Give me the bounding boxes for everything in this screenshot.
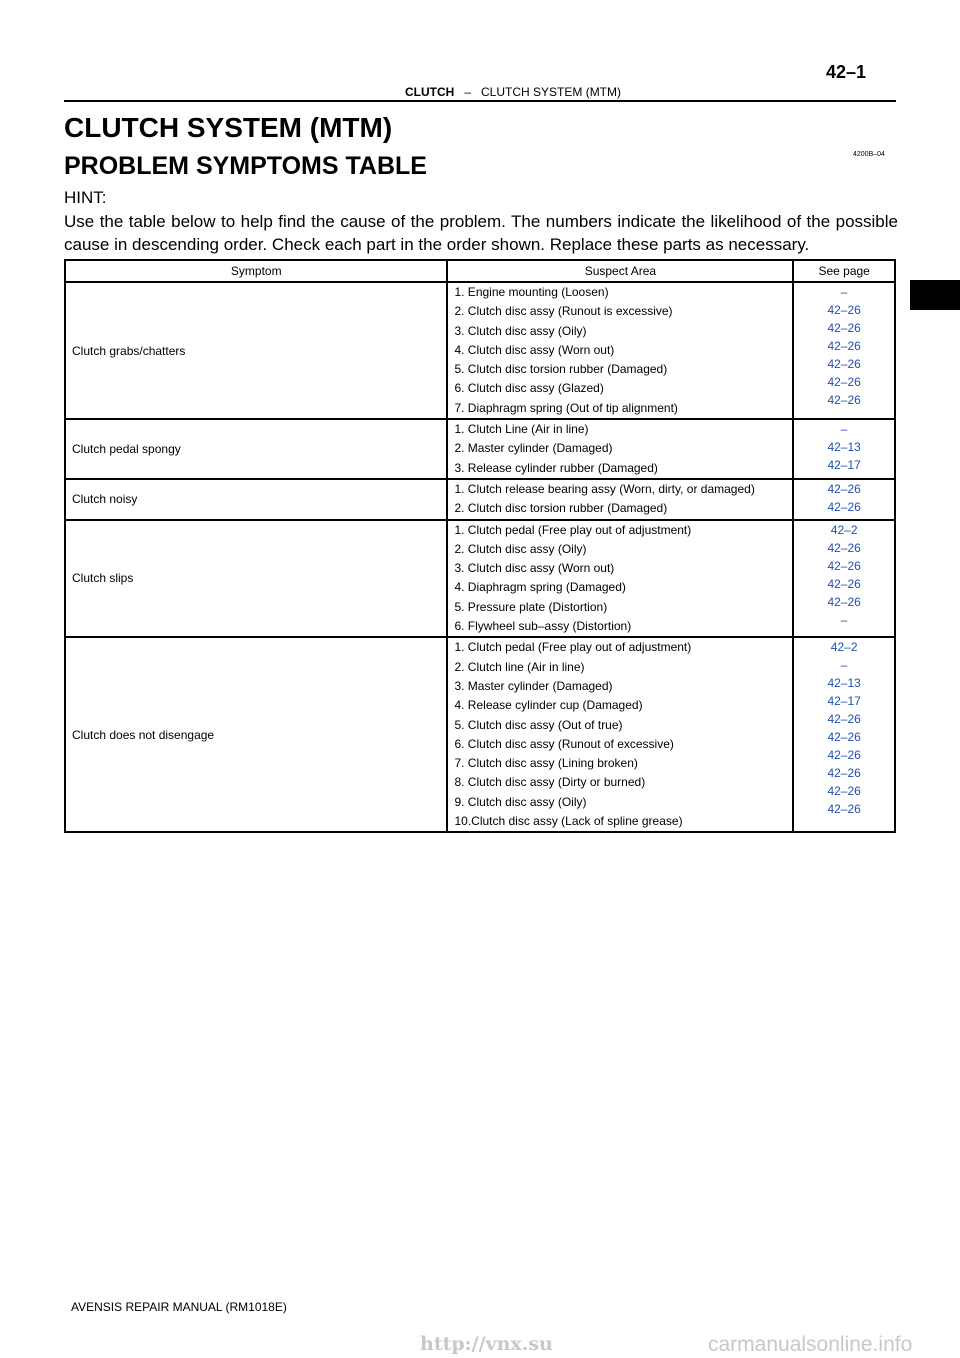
suspect-item: 3. Release cylinder rubber (Damaged) xyxy=(454,460,658,475)
suspect-area-cell xyxy=(447,520,793,638)
suspect-item: 10.Clutch disc assy (Lack of spline grease) xyxy=(454,814,683,829)
suspect-item: 6. Clutch disc assy (Runout of excessive) xyxy=(454,736,674,751)
header-separator: – xyxy=(464,85,472,99)
suspect-item: 3. Master cylinder (Damaged) xyxy=(454,678,613,693)
watermark-url[interactable]: http://vnx.su xyxy=(420,1333,553,1355)
page-reference-link[interactable]: 42–26 xyxy=(827,357,861,371)
suspect-area-cell xyxy=(447,479,793,520)
symptom-cell: Clutch slips xyxy=(65,520,447,638)
page-reference-link[interactable]: 42–26 xyxy=(827,321,861,335)
page-reference-link[interactable]: 42–26 xyxy=(827,784,861,799)
page-reference-link[interactable]: 42–26 xyxy=(827,393,861,407)
suspect-item: 1. Clutch Line (Air in line) xyxy=(454,422,589,437)
see-page-cell xyxy=(793,282,895,419)
subsection-name: CLUTCH SYSTEM (MTM) xyxy=(481,85,622,99)
page-reference-link[interactable]: 42–17 xyxy=(827,458,861,473)
document-code: 4200B–04 xyxy=(853,151,885,158)
suspect-item: 2. Clutch line (Air in line) xyxy=(454,659,585,674)
suspect-item: 5. Pressure plate (Distortion) xyxy=(454,599,608,614)
suspect-item: 4. Release cylinder cup (Damaged) xyxy=(454,698,643,713)
page-reference-link[interactable]: 42–26 xyxy=(827,748,861,763)
page-reference-link[interactable]: 42–26 xyxy=(827,499,861,514)
suspect-item: 2. Clutch disc torsion rubber (Damaged) xyxy=(454,501,668,516)
page-reference-link[interactable]: 42–13 xyxy=(827,440,861,455)
running-header xyxy=(405,85,621,99)
table-row xyxy=(65,637,895,832)
suspect-item: 1. Clutch pedal (Free play out of adjustment) xyxy=(454,640,692,655)
watermark-site[interactable]: carmanualsonline.info xyxy=(708,1333,913,1356)
suspect-item: 2. Clutch disc assy (Oily) xyxy=(454,541,587,556)
suspect-item: 1. Clutch pedal (Free play out of adjustment) xyxy=(454,522,692,537)
page-subtitle: PROBLEM SYMPTOMS TABLE xyxy=(64,152,427,180)
problem-symptoms-table xyxy=(64,259,896,833)
suspect-item: 2. Master cylinder (Damaged) xyxy=(454,441,613,456)
see-page-cell xyxy=(793,419,895,479)
suspect-area-cell xyxy=(447,637,793,832)
header-rule xyxy=(64,100,896,102)
table-row xyxy=(65,419,895,479)
page-reference-link[interactable]: 42–2 xyxy=(830,640,858,655)
page-reference-link[interactable]: 42–26 xyxy=(827,766,861,781)
page-reference-link[interactable]: 42–26 xyxy=(827,802,861,817)
suspect-item: 1. Clutch release bearing assy (Worn, dirty, or damaged) xyxy=(454,481,755,496)
suspect-item: 9. Clutch disc assy (Oily) xyxy=(454,794,587,809)
suspect-area-cell xyxy=(447,282,793,419)
suspect-item: 3. Clutch disc assy (Oily) xyxy=(454,323,587,338)
page-reference-link[interactable]: 42–26 xyxy=(827,558,861,573)
page-title: CLUTCH SYSTEM (MTM) xyxy=(64,112,393,143)
page-reference-link[interactable]: 42–26 xyxy=(827,730,861,745)
symptom-cell: Clutch noisy xyxy=(65,479,447,520)
see-page-cell xyxy=(793,520,895,638)
symptom-cell: Clutch does not disengage xyxy=(65,637,447,832)
table-row xyxy=(65,479,895,520)
page-number: 42–1 xyxy=(826,62,867,82)
header-suspect-area: Suspect Area xyxy=(447,260,793,282)
suspect-item: 6. Clutch disc assy (Glazed) xyxy=(454,381,604,396)
page-reference-link[interactable]: 42–26 xyxy=(827,339,861,353)
page-reference-link[interactable]: – xyxy=(840,658,848,673)
page-reference-link[interactable]: 42–26 xyxy=(827,303,861,317)
suspect-item: 7. Diaphragm spring (Out of tip alignment) xyxy=(454,400,678,415)
see-page-cell xyxy=(793,479,895,520)
page-reference-link[interactable]: 42–26 xyxy=(827,576,861,591)
page-reference-link[interactable]: 42–26 xyxy=(827,481,861,496)
suspect-area-cell xyxy=(447,419,793,479)
section-name: CLUTCH xyxy=(405,85,455,99)
page-reference-link[interactable]: 42–26 xyxy=(827,540,861,555)
header-symptom: Symptom xyxy=(65,260,447,282)
suspect-item: 6. Flywheel sub–assy (Distortion) xyxy=(454,619,632,634)
suspect-item: 4. Diaphragm spring (Damaged) xyxy=(454,580,626,595)
suspect-item: 2. Clutch disc assy (Runout is excessive) xyxy=(454,304,673,319)
symptom-cell: Clutch grabs/chatters xyxy=(65,282,447,419)
table-row xyxy=(65,282,895,419)
page-reference-link[interactable]: 42–26 xyxy=(827,375,861,389)
suspect-item: 5. Clutch disc assy (Out of true) xyxy=(454,717,623,732)
suspect-item: 5. Clutch disc torsion rubber (Damaged) xyxy=(454,362,668,377)
suspect-item: 3. Clutch disc assy (Worn out) xyxy=(454,561,615,576)
page-reference-link[interactable]: – xyxy=(840,612,848,627)
section-tab-marker xyxy=(910,280,960,310)
page-reference-link[interactable]: – xyxy=(840,285,848,299)
hint-text: Use the table below to help find the cause of the problem. The numbers indicate the likelihood of the possible cause in descending order. Check each part in the order shown. Replace these parts as necessary. xyxy=(64,212,898,254)
footer-manual-title: AVENSIS REPAIR MANUAL (RM1018E) xyxy=(71,1300,287,1314)
suspect-item: 1. Engine mounting (Loosen) xyxy=(454,285,609,299)
table-row xyxy=(65,520,895,638)
page-reference-link[interactable]: 42–13 xyxy=(827,676,861,691)
suspect-item: 4. Clutch disc assy (Worn out) xyxy=(454,342,615,357)
suspect-item: 8. Clutch disc assy (Dirty or burned) xyxy=(454,775,646,790)
page-reference-link[interactable]: 42–26 xyxy=(827,712,861,727)
page-reference-link[interactable]: 42–26 xyxy=(827,594,861,609)
header-see-page: See page xyxy=(793,260,895,282)
table-header-row xyxy=(65,260,895,282)
page-reference-link[interactable]: 42–2 xyxy=(830,522,858,537)
page-reference-link[interactable]: 42–17 xyxy=(827,694,861,709)
suspect-item: 7. Clutch disc assy (Lining broken) xyxy=(454,756,638,771)
see-page-cell xyxy=(793,637,895,832)
page-reference-link[interactable]: – xyxy=(840,422,848,437)
hint-label: HINT: xyxy=(64,188,107,207)
symptom-cell: Clutch pedal spongy xyxy=(65,419,447,479)
